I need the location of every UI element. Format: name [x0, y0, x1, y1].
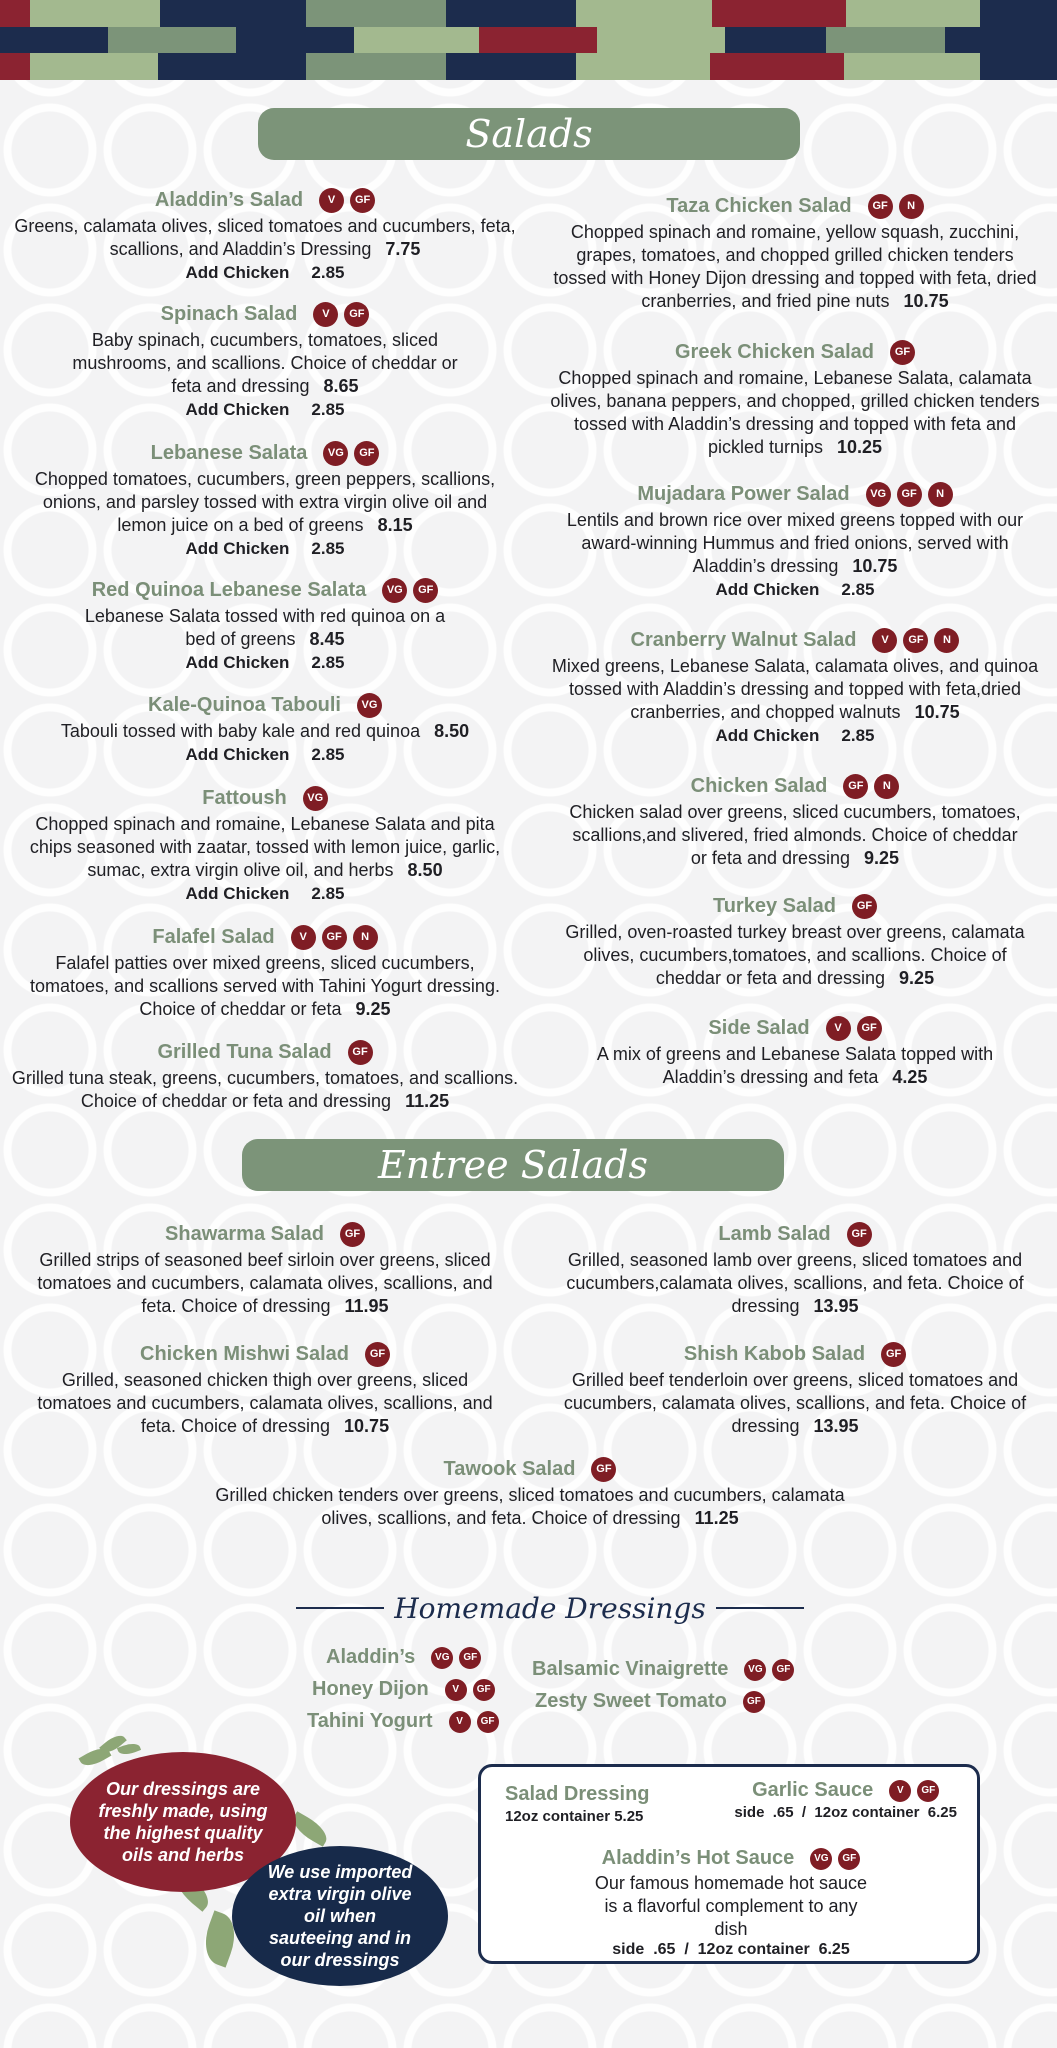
item-price: 4.25 [892, 1067, 928, 1087]
diet-badges [841, 1222, 872, 1247]
dressing-item [307, 1710, 499, 1733]
diet-badges [737, 1690, 765, 1713]
gluten-free-badge: GF [897, 482, 922, 507]
diet-badges [351, 693, 382, 718]
item-price: 11.25 [694, 1508, 739, 1528]
vegan-badge: VG [810, 1848, 832, 1870]
vegan-badge: VG [431, 1647, 453, 1669]
note-text: Our dressings are freshly made, using the highest quality oils and herbs [98, 1779, 268, 1865]
menu-item [565, 774, 1025, 870]
dressing-item [535, 1690, 765, 1713]
item-price: 8.65 [323, 376, 359, 396]
menu-item [10, 693, 520, 766]
gluten-free-badge: GF [477, 1711, 499, 1733]
diet-badges [359, 1342, 390, 1367]
diet-badges [317, 441, 379, 466]
item-name: Taza Chicken Salad [666, 194, 852, 217]
diet-badges [439, 1678, 495, 1701]
diet-badges [860, 482, 953, 507]
vegan-badge: VG [744, 1659, 766, 1681]
item-price: 9.25 [355, 999, 391, 1019]
nuts-badge: N [899, 194, 924, 219]
gluten-free-badge: GF [868, 194, 893, 219]
diet-badges [342, 1040, 373, 1065]
dressings-section-title [296, 1588, 804, 1628]
sauce-name: Garlic Sauce [752, 1779, 874, 1801]
item-name: Shish Kabob Salad [683, 1342, 866, 1365]
dressing-name: Zesty Sweet Tomato [535, 1690, 727, 1712]
gluten-free-badge: GF [772, 1659, 794, 1681]
item-price: 7.75 [385, 239, 421, 259]
menu-item [550, 482, 1040, 601]
item-price: 8.15 [377, 515, 413, 535]
menu-item [20, 1222, 510, 1318]
item-description: Grilled strips of seasoned beef sirloin over greens, sliced tomatoes and cucumbers, calamata olives, scallions, and feta. Choice of dressing [37, 1250, 493, 1316]
sauce-price-line: side .65 / 12oz container 6.25 [612, 1941, 850, 1959]
addon-price: 2.85 [311, 653, 345, 672]
gluten-free-badge: GF [917, 1780, 939, 1802]
gluten-free-badge: GF [881, 1342, 906, 1367]
menu-item [555, 1222, 1035, 1318]
title-rule [296, 1607, 384, 1609]
item-price: 8.45 [309, 629, 345, 649]
item-price: 13.95 [813, 1416, 859, 1436]
item-description: Tabouli tossed with baby kale and red quinoa [60, 721, 421, 741]
diet-badges [334, 1222, 365, 1247]
item-price: 10.75 [344, 1416, 390, 1436]
item-name: Lamb Salad [718, 1222, 831, 1245]
diet-badges [307, 302, 369, 327]
item-name: Chicken Salad [690, 774, 828, 797]
item-description: Falafel patties over mixed greens, sliced cucumbers, tomatoes, and scallions served with Tahini Yogurt dressing. Choice of cheddar or feta [30, 953, 500, 1019]
item-name: Turkey Salad [712, 894, 837, 917]
dressing-name: Balsamic Vinaigrette [532, 1658, 729, 1680]
dressing-item [532, 1658, 794, 1681]
diet-badges [875, 1342, 906, 1367]
menu-item [595, 1016, 995, 1089]
gluten-free-badge: GF [350, 188, 375, 213]
gluten-free-badge: GF [743, 1691, 765, 1713]
item-name: Red Quinoa Lebanese Salata [91, 578, 367, 601]
gluten-free-badge: GF [344, 302, 369, 327]
sauce-name: Aladdin’s Hot Sauce [601, 1847, 795, 1869]
note-text: We use imported extra virgin olive oil when sauteeing and in our dressings [267, 1862, 413, 1970]
menu-item [10, 188, 520, 284]
addon-price: 2.85 [841, 580, 875, 599]
vegan-badge: VG [303, 786, 328, 811]
addon-label: Add Chicken [715, 580, 820, 599]
diet-badges [837, 774, 899, 799]
item-description: Chopped spinach and romaine, Lebanese Salata, calamata olives, banana peppers, and chopped, grilled chicken tenders tossed with Aladdin’s dressing and topped with feta and pickled turnips [550, 368, 1040, 457]
item-name: Shawarma Salad [165, 1222, 324, 1245]
item-description: Chopped tomatoes, cucumbers, green peppers, scallions, onions, and parsley tossed with extra virgin olive oil and lemon juice on a bed of greens [34, 469, 496, 535]
item-description: Grilled, seasoned chicken thigh over greens, sliced tomatoes and cucumbers, calamata olives, scallions, and feta. Choice of dressing [37, 1370, 493, 1436]
vegetarian-badge: V [291, 925, 316, 950]
addon-price: 2.85 [311, 539, 345, 558]
item-price: 8.50 [434, 721, 470, 741]
item-price: 10.75 [852, 556, 898, 576]
vegetarian-badge: V [872, 628, 897, 653]
item-name: Spinach Salad [160, 302, 298, 325]
vegetarian-badge: V [313, 302, 338, 327]
diet-badges [738, 1658, 794, 1681]
menu-item [30, 1342, 500, 1438]
addon-label: Add Chicken [185, 884, 290, 903]
header-banner [0, 0, 1057, 80]
menu-item [80, 578, 450, 674]
diet-badges [285, 925, 378, 950]
item-description: Grilled tuna steak, greens, cucumbers, tomatoes, and scallions. Choice of cheddar or feta and dressing [11, 1068, 519, 1111]
gluten-free-badge: GF [847, 1222, 872, 1247]
item-name: Aladdin’s Salad [154, 188, 304, 211]
addon-label: Add Chicken [185, 400, 290, 419]
item-name: Grilled Tuna Salad [157, 1040, 332, 1063]
dressing-item [312, 1678, 495, 1701]
addon-price: 2.85 [841, 726, 875, 745]
item-description: Baby spinach, cucumbers, tomatoes, sliced mushrooms, and scallions. Choice of cheddar or feta and dressing [72, 330, 458, 396]
item-name: Fattoush [202, 786, 287, 809]
item-price: 8.50 [407, 860, 443, 880]
item-description: Lebanese Salata tossed with red quinoa on a bed of greens [84, 606, 446, 649]
item-description: Chopped spinach and romaine, Lebanese Salata and pita chips seasoned with zaatar, tossed with lemon juice, garlic, sumac, extra virgin olive oil, and herbs [29, 814, 501, 880]
item-description: Grilled beef tenderloin over greens, sliced tomatoes and cucumbers, calamata olives, scallions, and feta. Choice of dressing [563, 1370, 1027, 1436]
gluten-free-badge: GF [340, 1222, 365, 1247]
entree-salads-section-title: Entree Salads [242, 1139, 784, 1191]
garlic-sauce-entry [734, 1779, 957, 1821]
gluten-free-badge: GF [322, 925, 347, 950]
vegan-badge: VG [382, 578, 407, 603]
vegetarian-badge: V [449, 1711, 471, 1733]
item-name: Kale-Quinoa Tabouli [148, 693, 341, 716]
diet-badges [862, 194, 924, 219]
addon-label: Add Chicken [185, 745, 290, 764]
item-price: 9.25 [899, 968, 935, 988]
nuts-badge: N [928, 482, 953, 507]
addon-label: Add Chicken [185, 263, 290, 282]
diet-badges [846, 894, 877, 919]
sauce-description: Our famous homemade hot sauce is a flavorful complement to any dish [594, 1873, 868, 1940]
gluten-free-badge: GF [473, 1679, 495, 1701]
vegan-badge: VG [357, 693, 382, 718]
menu-item [60, 302, 470, 421]
vegan-badge: VG [323, 441, 348, 466]
diet-badges [443, 1710, 499, 1733]
gluten-free-badge: GF [365, 1342, 390, 1367]
item-price: 11.25 [405, 1091, 450, 1111]
addon-price: 2.85 [311, 745, 345, 764]
title-rule [716, 1607, 804, 1609]
item-price: 9.25 [864, 848, 900, 868]
menu-item [25, 925, 505, 1021]
diet-badges [376, 578, 438, 603]
item-name: Tawook Salad [443, 1457, 576, 1480]
item-description: Chicken salad over greens, sliced cucumbers, tomatoes, scallions,and slivered, fried almonds. Choice of cheddar or feta and dressing [569, 802, 1021, 868]
diet-badges [884, 340, 915, 365]
gluten-free-badge: GF [843, 774, 868, 799]
addon-label: Add Chicken [715, 726, 820, 745]
diet-badges [866, 628, 959, 653]
menu-item [555, 894, 1035, 990]
gluten-free-badge: GF [852, 894, 877, 919]
banner-row [0, 0, 1057, 27]
item-description: Grilled chicken tenders over greens, sliced tomatoes and cucumbers, calamata olives, scallions, and feta. Choice of dressing [215, 1485, 845, 1528]
gluten-free-badge: GF [591, 1457, 616, 1482]
item-name: Falafel Salad [152, 925, 275, 948]
item-description: Greens, calamata olives, sliced tomatoes and cucumbers, feta, scallions, and Aladdin’s Dressing [14, 216, 516, 259]
vegan-badge: VG [866, 482, 891, 507]
item-price: 10.25 [837, 437, 883, 457]
vegetarian-badge: V [445, 1679, 467, 1701]
dressing-name: Honey Dijon [312, 1678, 429, 1700]
gluten-free-badge: GF [857, 1016, 882, 1041]
vegetarian-badge: V [889, 1780, 911, 1802]
item-description: Chopped spinach and romaine, yellow squash, zucchini, grapes, tomatoes, and chopped grilled chicken tenders tossed with Honey Dijon dressing and topped with feta, dried cranberries, and fried pine nuts [553, 222, 1037, 311]
diet-badges [820, 1016, 882, 1041]
menu-item [20, 441, 510, 560]
gluten-free-badge: GF [348, 1040, 373, 1065]
gluten-free-badge: GF [890, 340, 915, 365]
item-description: Mixed greens, Lebanese Salata, calamata olives, and quinoa tossed with Aladdin’s dressing and topped with feta,dried cranberries, and chopped walnuts [551, 656, 1039, 722]
menu-item [20, 786, 510, 905]
dressings-title-text: Homemade Dressings [394, 1591, 706, 1625]
sauce-price-line: side .65 / 12oz container 6.25 [734, 1804, 957, 1822]
olive-oil-note [232, 1846, 448, 1986]
item-price: 10.75 [914, 702, 960, 722]
item-description: Grilled, seasoned lamb over greens, sliced tomatoes and cucumbers,calamata olives, scallions, and feta. Choice of dressing [566, 1250, 1024, 1316]
menu-item [550, 340, 1040, 459]
hot-sauce-entry [541, 1847, 921, 1959]
addon-price: 2.85 [311, 884, 345, 903]
nuts-badge: N [934, 628, 959, 653]
banner-row [0, 53, 1057, 80]
addon-label: Add Chicken [185, 653, 290, 672]
nuts-badge: N [874, 774, 899, 799]
menu-item [555, 1342, 1035, 1438]
sauce-name: Salad Dressing [505, 1783, 650, 1805]
item-description: A mix of greens and Lebanese Salata topped with Aladdin’s dressing and feta [596, 1044, 994, 1087]
nuts-badge: N [353, 925, 378, 950]
banner-row [0, 27, 1057, 54]
addon-price: 2.85 [311, 263, 345, 282]
gluten-free-badge: GF [413, 578, 438, 603]
diet-badges [883, 1779, 939, 1802]
dressing-item [326, 1646, 481, 1669]
salad-dressing-entry [505, 1783, 650, 1825]
item-description: Lentils and brown rice over mixed greens topped with our award-winning Hummus and fried onions, served with Aladdin’s dressing [566, 510, 1024, 576]
item-name: Cranberry Walnut Salad [630, 628, 857, 651]
addon-price: 2.85 [311, 400, 345, 419]
dressing-name: Aladdin’s [326, 1646, 416, 1668]
sauces-box [478, 1764, 980, 1964]
item-price: 13.95 [813, 1296, 859, 1316]
item-name: Greek Chicken Salad [675, 340, 874, 363]
dressing-name: Tahini Yogurt [307, 1710, 433, 1732]
item-price: 11.95 [344, 1296, 389, 1316]
item-price: 10.75 [903, 291, 949, 311]
gluten-free-badge: GF [903, 628, 928, 653]
addon-label: Add Chicken [185, 539, 290, 558]
menu-item [10, 1040, 520, 1113]
item-name: Side Salad [708, 1016, 810, 1039]
item-description: Grilled, oven-roasted turkey breast over greens, calamata olives, cucumbers,tomatoes, and scallions. Choice of cheddar or feta and dressing [565, 922, 1025, 988]
vegetarian-badge: V [319, 188, 344, 213]
diet-badges [297, 786, 328, 811]
menu-item [550, 628, 1040, 747]
diet-badges [425, 1646, 481, 1669]
menu-item [210, 1457, 850, 1530]
diet-badges [804, 1847, 860, 1870]
item-name: Mujadara Power Salad [637, 482, 850, 505]
diet-badges [585, 1457, 616, 1482]
sauce-price-line: 12oz container 5.25 [505, 1808, 644, 1825]
item-name: Lebanese Salata [150, 441, 308, 464]
gluten-free-badge: GF [838, 1848, 860, 1870]
salads-section-title: Salads [258, 108, 800, 160]
menu-item [550, 194, 1040, 313]
gluten-free-badge: GF [459, 1647, 481, 1669]
vegetarian-badge: V [826, 1016, 851, 1041]
item-name: Chicken Mishwi Salad [140, 1342, 349, 1365]
gluten-free-badge: GF [354, 441, 379, 466]
diet-badges [313, 188, 375, 213]
